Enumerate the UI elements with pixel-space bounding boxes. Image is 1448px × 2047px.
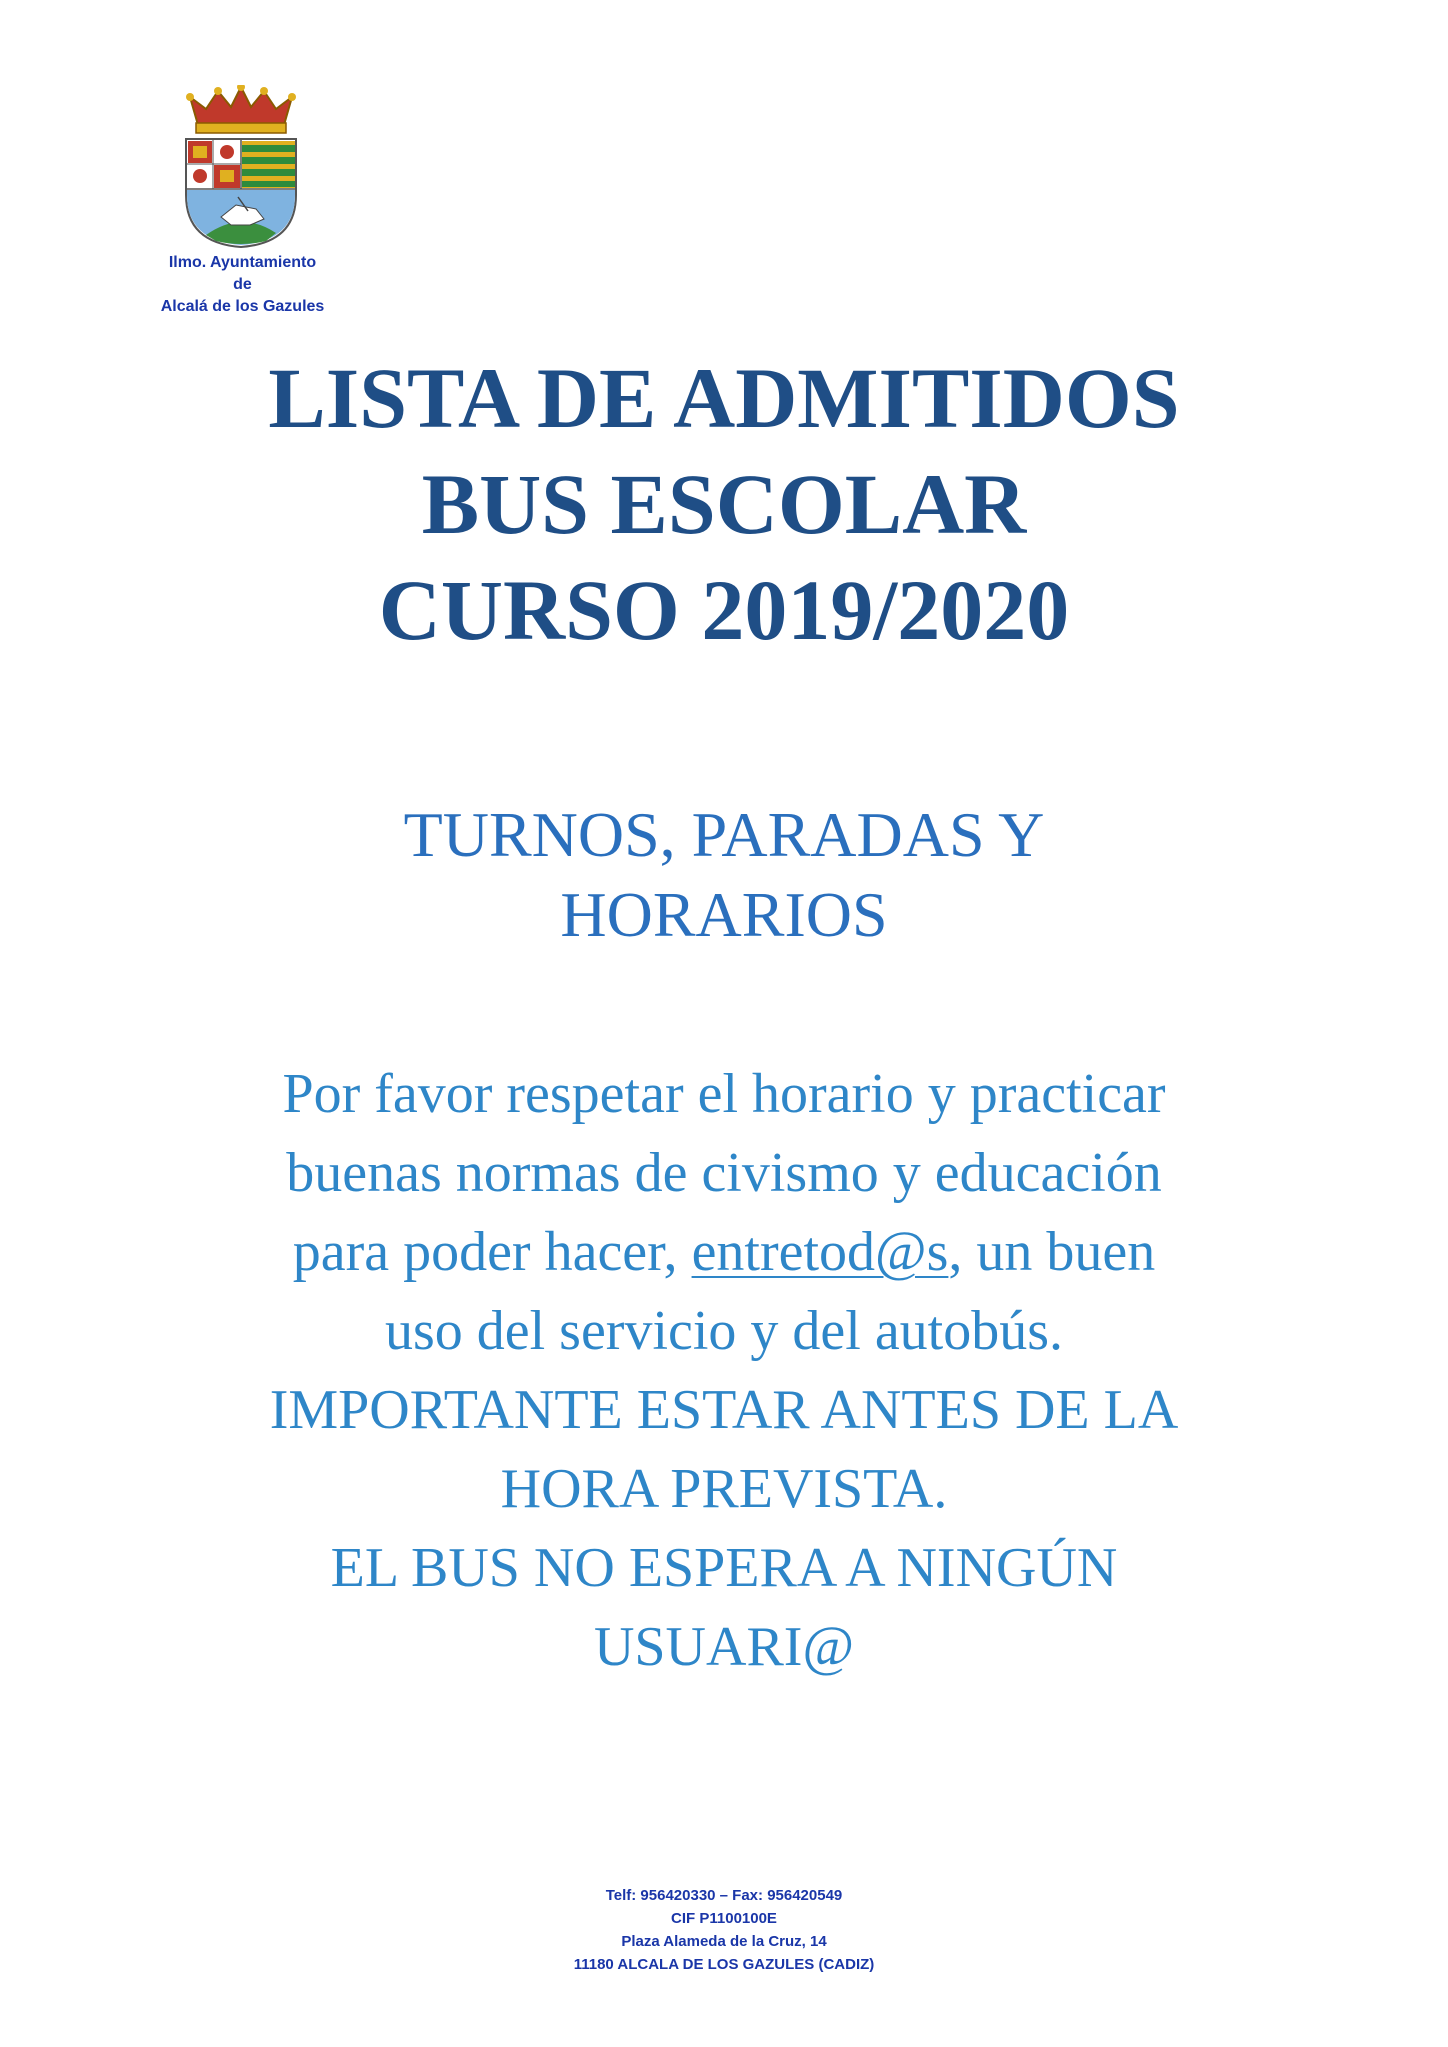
body-line-1: Por favor respetar el horario y practicar bbox=[282, 1063, 1166, 1125]
notice-body bbox=[0, 1055, 1448, 1687]
title-line-2: BUS ESCOLAR bbox=[421, 456, 1027, 552]
body-line-3-end: , un buen bbox=[948, 1221, 1156, 1283]
footer-phone-fax: Telf: 956420330 – Fax: 956420549 bbox=[605, 1887, 843, 1904]
crest-logo bbox=[176, 85, 306, 250]
title-line-1: LISTA DE ADMITIDOS bbox=[268, 350, 1180, 446]
page-title bbox=[0, 345, 1448, 663]
org-line-3: Alcalá de los Gazules bbox=[160, 298, 325, 315]
page-subtitle bbox=[0, 795, 1448, 955]
body-line-3 bbox=[0, 1213, 1448, 1292]
org-line-1: Ilmo. Ayuntamiento bbox=[168, 254, 317, 271]
org-line-2: de bbox=[233, 276, 252, 293]
title-line-3: CURSO 2019/2020 bbox=[378, 562, 1070, 658]
body-line-5: IMPORTANTE ESTAR ANTES DE LA bbox=[269, 1379, 1179, 1441]
body-line-4: uso del servicio y del autobús. bbox=[384, 1300, 1064, 1362]
footer-contact bbox=[0, 1884, 1448, 1976]
body-line-3-start: para poder hacer, bbox=[292, 1221, 692, 1283]
footer-address: Plaza Alameda de la Cruz, 14 bbox=[621, 1933, 827, 1950]
body-line-6: HORA PREVISTA. bbox=[500, 1458, 948, 1520]
subtitle-line-2: HORARIOS bbox=[560, 879, 888, 950]
footer-cif: CIF P1100100E bbox=[671, 1910, 777, 1927]
subtitle-line-1: TURNOS, PARADAS Y bbox=[403, 799, 1045, 870]
body-line-2: buenas normas de civismo y educación bbox=[286, 1142, 1162, 1204]
municipal-coat-of-arms-icon bbox=[176, 85, 306, 250]
footer-city: 11180 ALCALA DE LOS GAZULES (CADIZ) bbox=[573, 1956, 875, 1973]
body-line-7: EL BUS NO ESPERA A NINGÚN bbox=[330, 1537, 1118, 1599]
body-line-8: USUARI@ bbox=[593, 1616, 855, 1678]
entretodos-link[interactable]: entretod@s bbox=[691, 1221, 949, 1283]
organization-name bbox=[130, 252, 355, 318]
